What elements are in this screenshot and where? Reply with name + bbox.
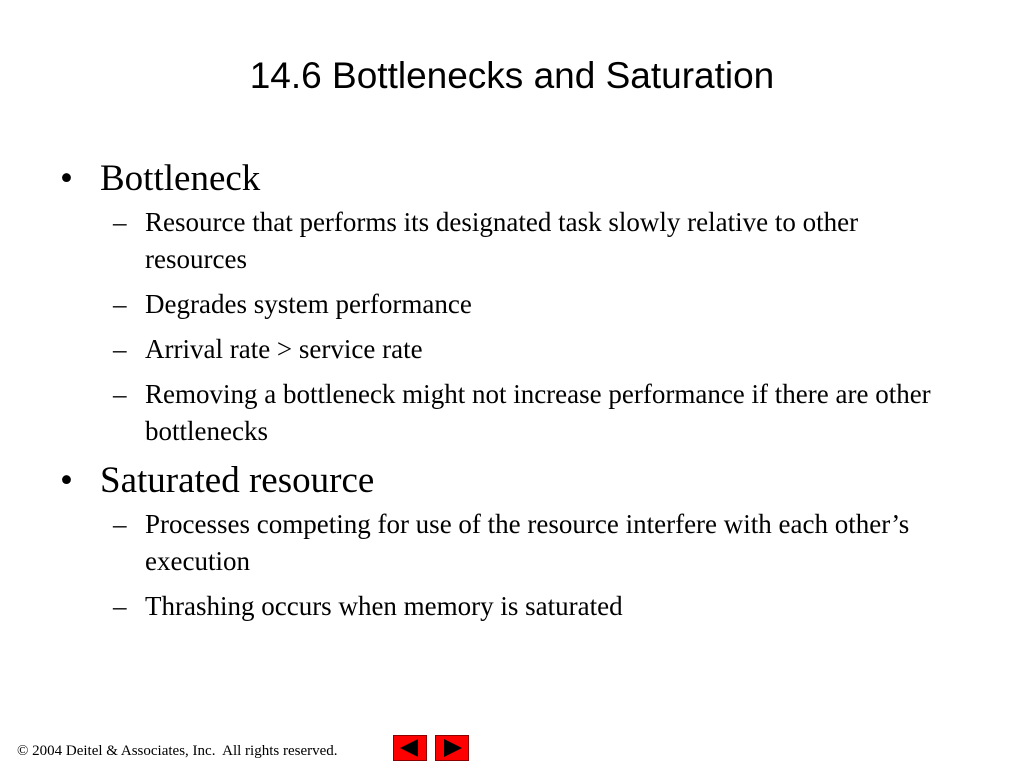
bullet-text: Saturated resource: [100, 460, 375, 501]
dash-marker: –: [113, 591, 127, 621]
sub-item: [60, 331, 960, 368]
sub-item-text: Arrival rate > service rate: [145, 334, 423, 364]
sub-item: [60, 376, 960, 450]
dash-marker: –: [113, 207, 127, 237]
sub-item: [60, 204, 960, 278]
dash-marker: –: [113, 289, 127, 319]
sub-item-text: Processes competing for use of the resource interfere with each other’s execution: [145, 509, 910, 576]
bullet-bottleneck: [60, 156, 960, 202]
sub-item-text: Removing a bottleneck might not increase performance if there are other bottlenecks: [145, 379, 931, 446]
arrow-right-icon: [436, 736, 468, 760]
previous-slide-button[interactable]: [393, 735, 427, 761]
bullet-marker: •: [60, 158, 73, 199]
bullet-saturated-resource: [60, 458, 960, 504]
bottleneck-sub-list: [60, 204, 960, 450]
next-slide-button[interactable]: [435, 735, 469, 761]
sub-item: [60, 588, 960, 625]
bullet-marker: •: [60, 460, 73, 501]
dash-marker: –: [113, 509, 127, 539]
sub-item: [60, 506, 960, 580]
copyright-footer: © 2004 Deitel & Associates, Inc. All rights reserved.: [17, 743, 338, 759]
bullet-text: Bottleneck: [100, 158, 261, 199]
sub-item-text: Degrades system performance: [145, 289, 472, 319]
arrow-left-icon: [394, 736, 426, 760]
dash-marker: –: [113, 334, 127, 364]
dash-marker: –: [113, 379, 127, 409]
slide-title: 14.6 Bottlenecks and Saturation: [249, 55, 775, 96]
sub-item-text: Resource that performs its designated task slowly relative to other resources: [145, 207, 859, 274]
slide-content: [60, 152, 960, 633]
sub-item-text: Thrashing occurs when memory is saturated: [145, 591, 623, 621]
saturated-sub-list: [60, 506, 960, 625]
sub-item: [60, 286, 960, 323]
